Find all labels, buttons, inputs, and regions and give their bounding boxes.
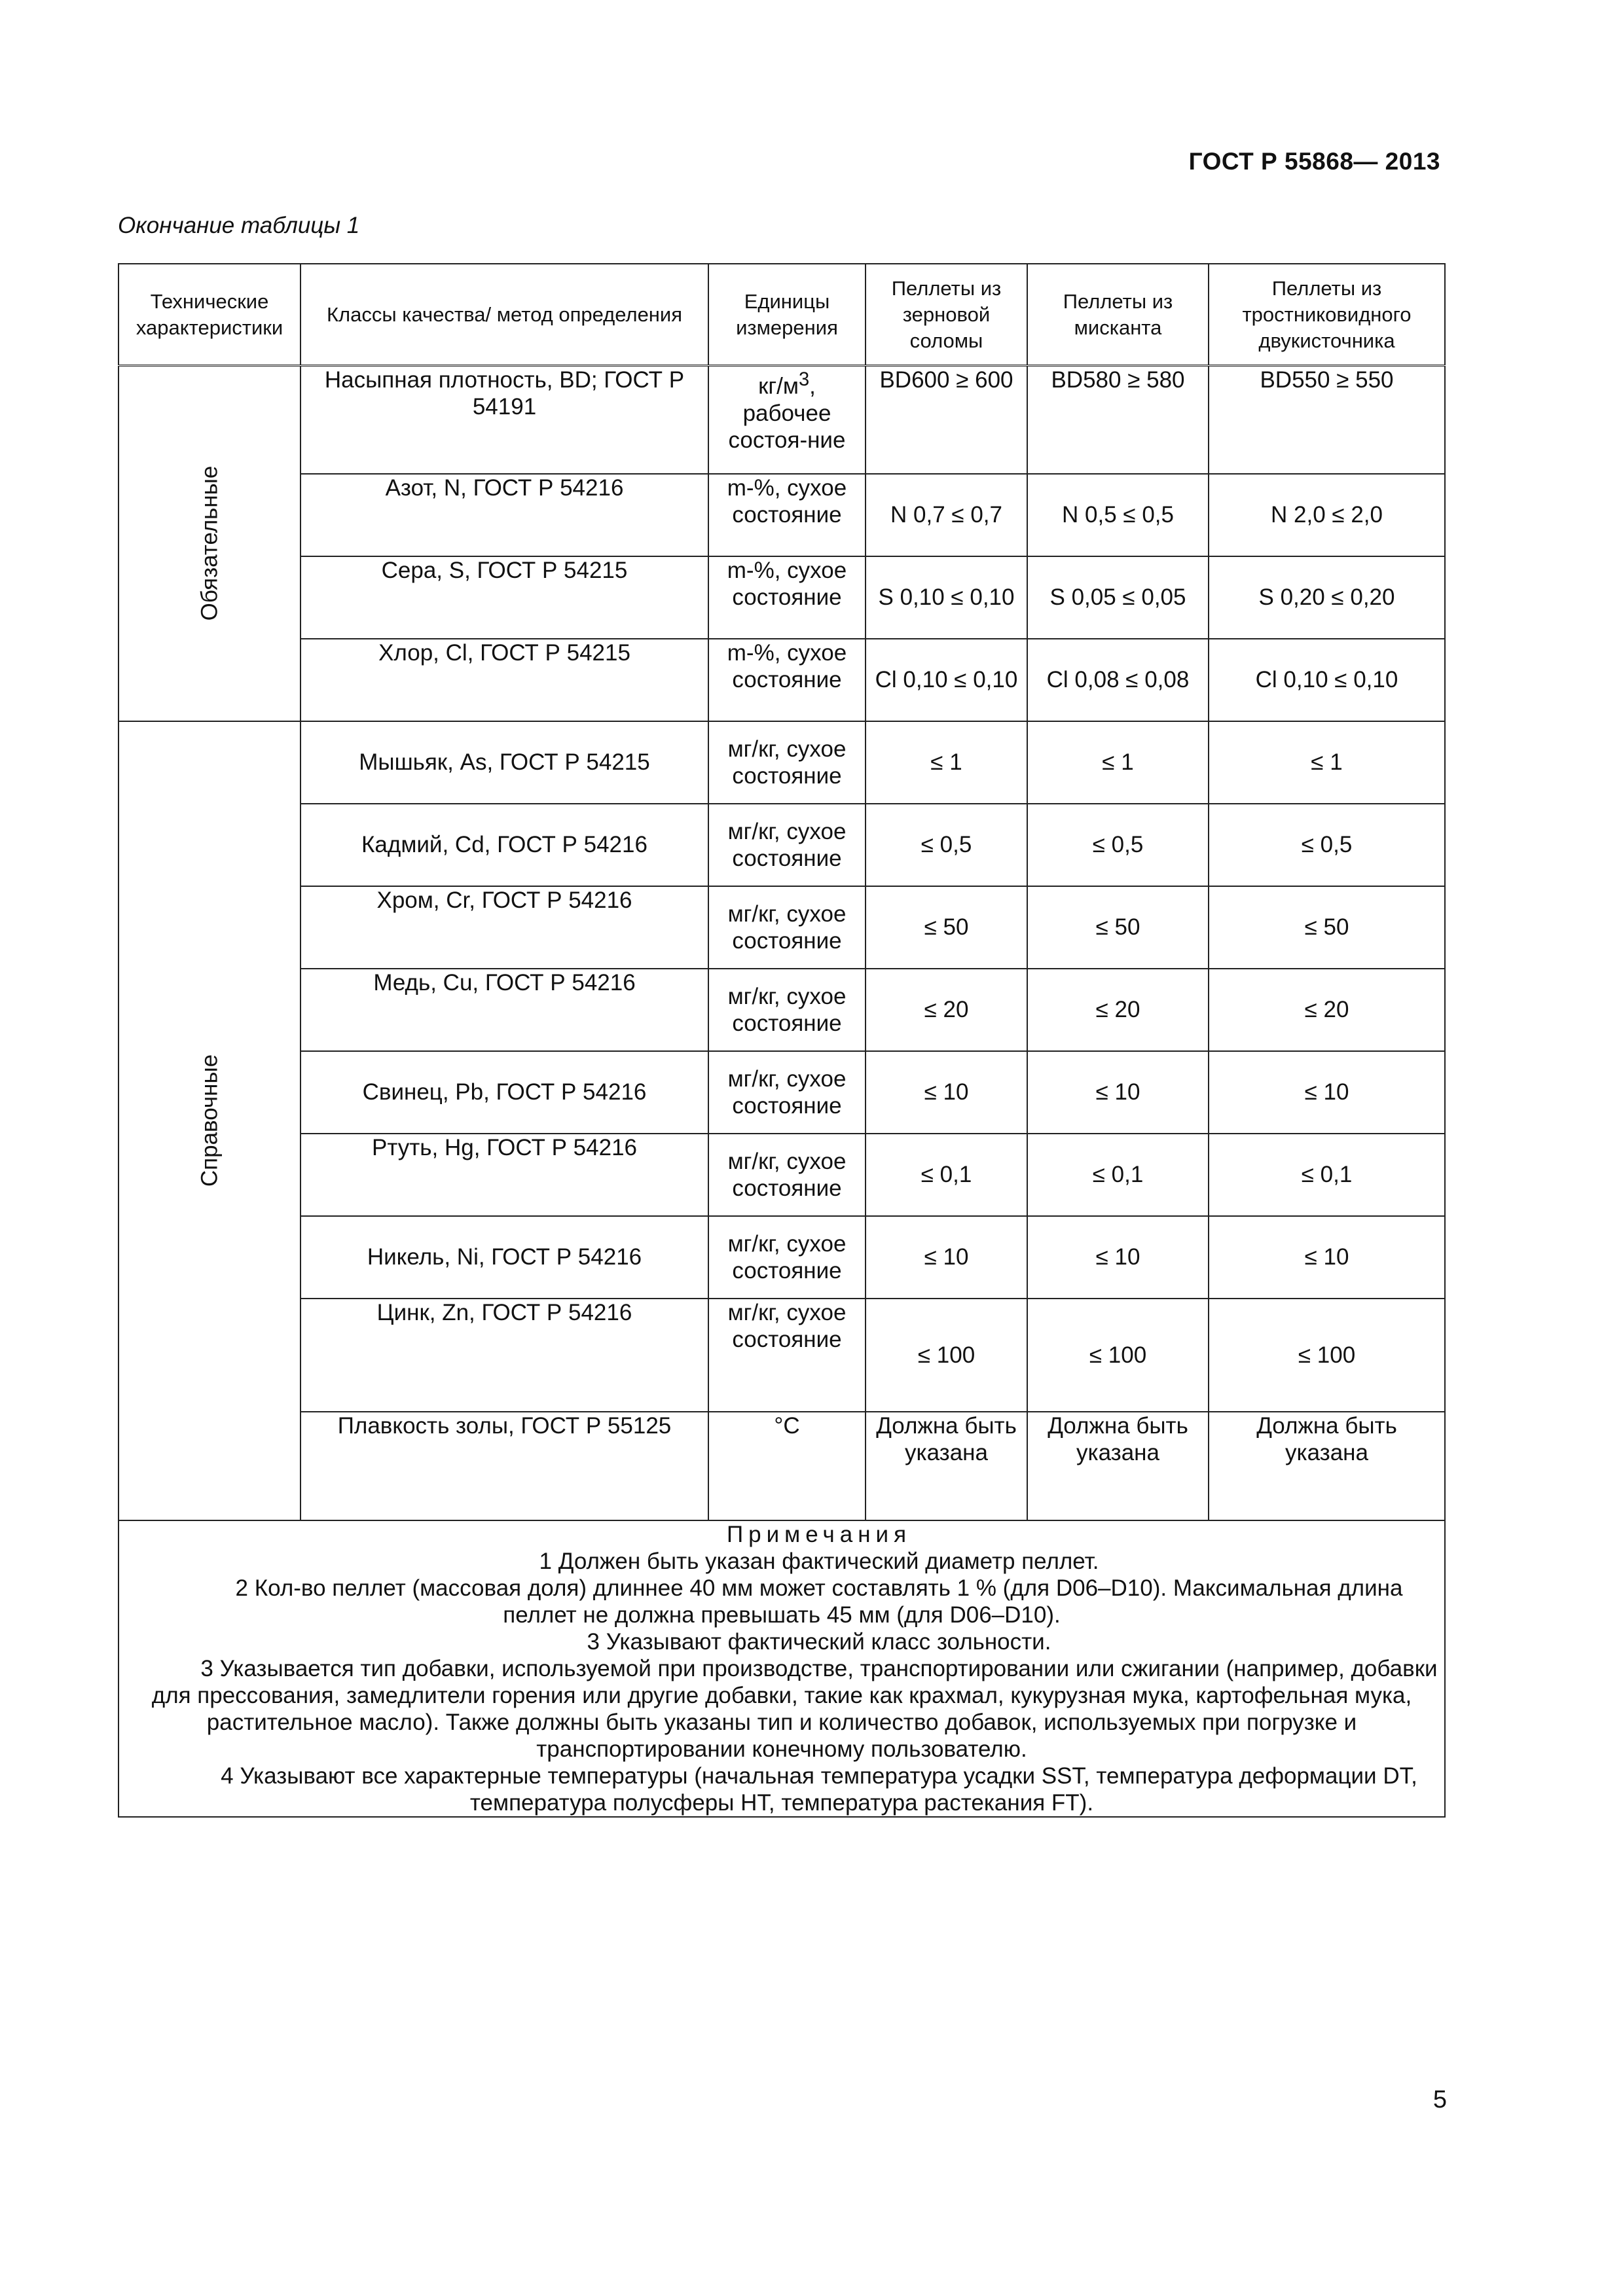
cell-unit: мг/кг, сухое состояние [708,1134,866,1216]
cell-straw: ≤ 10 [866,1051,1027,1134]
table-row [119,556,1445,639]
cell-straw: ≤ 20 [866,969,1027,1051]
cell-straw: S 0,10 ≤ 0,10 [866,556,1027,639]
cell-characteristic: Ртуть, Hg, ГОСТ Р 54216 [301,1134,708,1216]
table-row [119,721,1445,804]
cell-characteristic: Цинк, Zn, ГОСТ Р 54216 [301,1299,708,1412]
cell-unit: мг/кг, сухое состояние [708,721,866,804]
cell-straw: ≤ 1 [866,721,1027,804]
table-row [119,474,1445,556]
cell-miscanthus: ≤ 0,5 [1027,804,1209,886]
cell-unit: m-%, сухое состояние [708,474,866,556]
cell-miscanthus: ≤ 1 [1027,721,1209,804]
cell-unit: °C [708,1412,866,1520]
notes-cell [119,1520,1445,1817]
cell-unit: мг/кг, сухое состояние [708,1051,866,1134]
cell-unit: мг/кг, сухое состояние [708,969,866,1051]
table-row [119,639,1445,721]
cell-unit: мг/кг, сухое состояние [708,804,866,886]
cell-reed: Cl 0,10 ≤ 0,10 [1209,639,1445,721]
header-straw-pellets: Пеллеты из зерновой соломы [866,264,1027,366]
header-characteristics: Технические характеристики [119,264,301,366]
note-item: 3 Указывается тип добавки, используемой при производстве, транспортировании или сжигании (например, добавки для прессования, замедлители горения или другие добавки, такие как крахмал, кукурузная мука, картофельная мука, растительное масло). Также должны быть указаны тип и количество добавок, используемых при погрузке и транспортировании конечному пользователю. [151,1655,1438,1762]
cell-unit: мг/кг, сухое состояние [708,1299,866,1412]
cell-reed: ≤ 10 [1209,1051,1445,1134]
table-row [119,1051,1445,1134]
notes-row [119,1520,1445,1817]
header-quality-class: Классы качества/ метод определения [301,264,708,366]
table-row [119,804,1445,886]
cell-unit: мг/кг, сухое состояние [708,1216,866,1299]
table-row [119,1134,1445,1216]
cell-straw: ≤ 10 [866,1216,1027,1299]
cell-miscanthus: ≤ 50 [1027,886,1209,969]
group-mandatory [119,366,301,721]
cell-unit: $кг/м^3$, рабочее состоя-ние [708,366,866,474]
cell-miscanthus: ≤ 10 [1027,1051,1209,1134]
cell-miscanthus: ≤ 100 [1027,1299,1209,1412]
table-row [119,1299,1445,1412]
header-miscanthus-pellets: Пеллеты из мисканта [1027,264,1209,366]
cell-characteristic: Мышьяк, As, ГОСТ Р 54215 [301,721,708,804]
cell-straw: Cl 0,10 ≤ 0,10 [866,639,1027,721]
cell-unit: m-%, сухое состояние [708,639,866,721]
document-id: ГОСТ Р 55868— 2013 [1188,148,1440,175]
cell-reed: BD550 ≥ 550 [1209,366,1445,474]
cell-reed: S 0,20 ≤ 0,20 [1209,556,1445,639]
cell-characteristic: Никель, Ni, ГОСТ Р 54216 [301,1216,708,1299]
cell-characteristic: Хром, Cr, ГОСТ Р 54216 [301,886,708,969]
table-header-row [119,264,1445,366]
group-label-reference: Справочные [196,1054,223,1187]
notes-title: Примечания [726,1521,912,1547]
specification-table [118,263,1446,1818]
cell-straw: N 0,7 ≤ 0,7 [866,474,1027,556]
cell-reed: Должна быть указана [1209,1412,1445,1520]
cell-characteristic: Азот, N, ГОСТ Р 54216 [301,474,708,556]
group-reference [119,721,301,1520]
cell-miscanthus: ≤ 20 [1027,969,1209,1051]
note-item: 1 Должен быть указан фактический диаметр пеллет. [539,1548,1099,1574]
cell-characteristic: Сера, S, ГОСТ Р 54215 [301,556,708,639]
table-row [119,366,1445,474]
cell-straw: ≤ 0,1 [866,1134,1027,1216]
cell-reed: ≤ 0,1 [1209,1134,1445,1216]
note-item: 3 Указывают фактический класс зольности. [587,1628,1051,1655]
cell-miscanthus: BD580 ≥ 580 [1027,366,1209,474]
cell-reed: ≤ 50 [1209,886,1445,969]
cell-reed: ≤ 1 [1209,721,1445,804]
page-number: 5 [1432,2086,1447,2113]
cell-reed: ≤ 10 [1209,1216,1445,1299]
cell-straw: ≤ 100 [866,1299,1027,1412]
cell-reed: ≤ 20 [1209,969,1445,1051]
cell-reed: ≤ 100 [1209,1299,1445,1412]
cell-characteristic: Хлор, Cl, ГОСТ Р 54215 [301,639,708,721]
cell-characteristic: Кадмий, Cd, ГОСТ Р 54216 [301,804,708,886]
cell-characteristic: Плавкость золы, ГОСТ Р 55125 [301,1412,708,1520]
header-units: Единицы измерения [708,264,866,366]
cell-miscanthus: N 0,5 ≤ 0,5 [1027,474,1209,556]
cell-characteristic: Насыпная плотность, BD; ГОСТ Р 54191 [301,366,708,474]
cell-unit: мг/кг, сухое состояние [708,886,866,969]
cell-reed: ≤ 0,5 [1209,804,1445,886]
cell-miscanthus: Cl 0,08 ≤ 0,08 [1027,639,1209,721]
cell-characteristic: Свинец, Pb, ГОСТ Р 54216 [301,1051,708,1134]
group-label-mandatory: Обязательные [196,465,223,621]
cell-straw: Должна быть указана [866,1412,1027,1520]
table-row [119,886,1445,969]
table-row [119,1216,1445,1299]
cell-straw: ≤ 0,5 [866,804,1027,886]
cell-unit: m-%, сухое состояние [708,556,866,639]
cell-miscanthus: S 0,05 ≤ 0,05 [1027,556,1209,639]
table-row [119,969,1445,1051]
cell-straw: ≤ 50 [866,886,1027,969]
note-item: 4 Указывают все характерные температуры (начальная температура усадки SST, температура деформации DT, температура полусферы HT, температура растекания FT). [221,1763,1417,1816]
cell-reed: N 2,0 ≤ 2,0 [1209,474,1445,556]
cell-miscanthus: ≤ 0,1 [1027,1134,1209,1216]
cell-miscanthus: ≤ 10 [1027,1216,1209,1299]
note-item: 2 Кол-во пеллет (массовая доля) длиннее 40 мм может составлять 1 % (для D06–D10). Максимальная длина пеллет не должна превышать 45 мм (для D06–D10). [235,1575,1403,1628]
cell-characteristic: Медь, Cu, ГОСТ Р 54216 [301,969,708,1051]
cell-miscanthus: Должна быть указана [1027,1412,1209,1520]
cell-straw: BD600 ≥ 600 [866,366,1027,474]
table-row [119,1412,1445,1520]
table-caption: Окончание таблицы 1 [118,213,360,238]
header-reed-pellets: Пеллеты из тростниковидного двукисточника [1209,264,1445,366]
